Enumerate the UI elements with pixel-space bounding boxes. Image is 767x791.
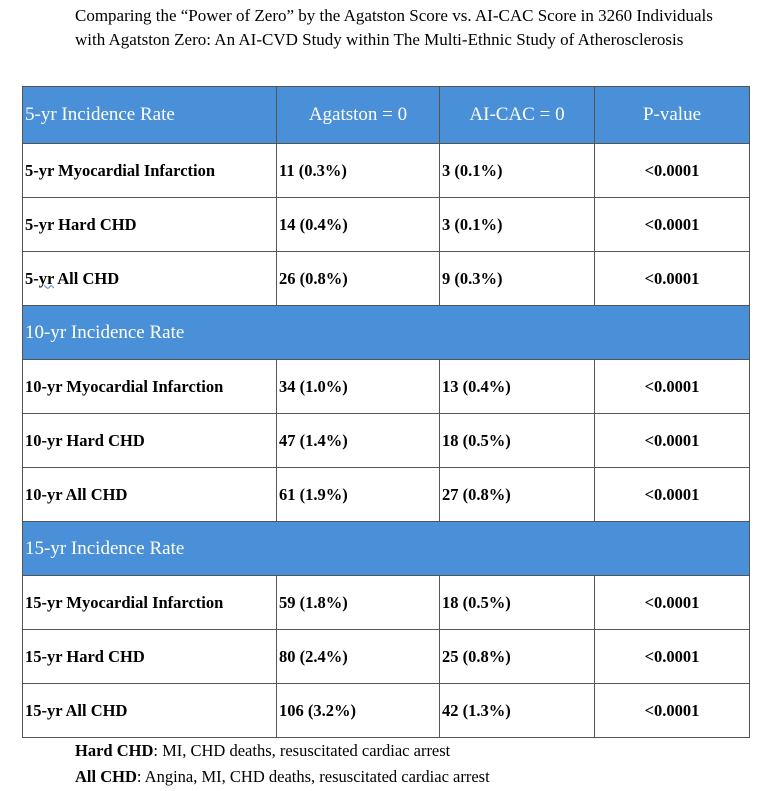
footnotes bbox=[75, 738, 490, 790]
outcome-cell: 15-yr Hard CHD bbox=[23, 630, 277, 684]
table-header-row bbox=[23, 87, 750, 144]
p-value-cell: <0.0001 bbox=[595, 630, 750, 684]
outcome-suffix: All CHD bbox=[54, 268, 120, 288]
outcome-cell: 10-yr Myocardial Infarction bbox=[23, 360, 277, 414]
footnote-definition: : MI, CHD deaths, resuscitated cardiac arrest bbox=[153, 741, 451, 760]
p-value-cell: <0.0001 bbox=[595, 144, 750, 198]
agatston-cell: 80 (2.4%) bbox=[277, 630, 440, 684]
aicac-cell: 3 (0.1%) bbox=[440, 198, 595, 252]
agatston-cell: 59 (1.8%) bbox=[277, 576, 440, 630]
agatston-cell: 11 (0.3%) bbox=[277, 144, 440, 198]
incidence-table bbox=[22, 86, 750, 738]
header-agatston: Agatston = 0 bbox=[277, 87, 440, 144]
header-incidence-rate: 5-yr Incidence Rate bbox=[23, 87, 277, 144]
section-title-15yr: 15-yr Incidence Rate bbox=[23, 522, 750, 576]
table-row bbox=[23, 630, 750, 684]
agatston-cell: 26 (0.8%) bbox=[277, 252, 440, 306]
aicac-cell: 9 (0.3%) bbox=[440, 252, 595, 306]
footnote-all-chd bbox=[75, 764, 490, 790]
section-header-row bbox=[23, 522, 750, 576]
footnote-definition: : Angina, MI, CHD deaths, resuscitated cardiac arrest bbox=[136, 767, 490, 786]
table-row bbox=[23, 198, 750, 252]
agatston-cell: 14 (0.4%) bbox=[277, 198, 440, 252]
outcome-cell: 10-yr All CHD bbox=[23, 468, 277, 522]
table-row bbox=[23, 360, 750, 414]
aicac-cell: 18 (0.5%) bbox=[440, 414, 595, 468]
outcome-cell: 15-yr All CHD bbox=[23, 684, 277, 738]
table-row bbox=[23, 576, 750, 630]
footnote-hard-chd bbox=[75, 738, 490, 764]
outcome-cell bbox=[23, 252, 277, 306]
p-value-cell: <0.0001 bbox=[595, 252, 750, 306]
aicac-cell: 42 (1.3%) bbox=[440, 684, 595, 738]
table-row bbox=[23, 684, 750, 738]
document-title: Comparing the “Power of Zero” by the Agatston Score vs. AI-CAC Score in 3260 Individuals with Agatston Zero: An AI-CVD Study within The Multi-Ethnic Study of Atherosclerosis bbox=[75, 6, 713, 49]
section-header-row bbox=[23, 306, 750, 360]
table-row bbox=[23, 144, 750, 198]
outcome-cell: 5-yr Hard CHD bbox=[23, 198, 277, 252]
outcome-cell: 5-yr Myocardial Infarction bbox=[23, 144, 277, 198]
table-row bbox=[23, 414, 750, 468]
table-row bbox=[23, 252, 750, 306]
aicac-cell: 13 (0.4%) bbox=[440, 360, 595, 414]
p-value-cell: <0.0001 bbox=[595, 468, 750, 522]
spellcheck-underlined-word: yr bbox=[38, 268, 55, 288]
section-title-10yr: 10-yr Incidence Rate bbox=[23, 306, 750, 360]
aicac-cell: 27 (0.8%) bbox=[440, 468, 595, 522]
table-row bbox=[23, 468, 750, 522]
p-value-cell: <0.0001 bbox=[595, 684, 750, 738]
agatston-cell: 34 (1.0%) bbox=[277, 360, 440, 414]
outcome-prefix: 5- bbox=[25, 268, 39, 288]
header-aicac: AI-CAC = 0 bbox=[440, 87, 595, 144]
aicac-cell: 3 (0.1%) bbox=[440, 144, 595, 198]
p-value-cell: <0.0001 bbox=[595, 576, 750, 630]
p-value-cell: <0.0001 bbox=[595, 198, 750, 252]
aicac-cell: 18 (0.5%) bbox=[440, 576, 595, 630]
header-p-value: P-value bbox=[595, 87, 750, 144]
p-value-cell: <0.0001 bbox=[595, 360, 750, 414]
agatston-cell: 106 (3.2%) bbox=[277, 684, 440, 738]
footnote-term: Hard CHD bbox=[75, 741, 154, 760]
aicac-cell: 25 (0.8%) bbox=[440, 630, 595, 684]
p-value-cell: <0.0001 bbox=[595, 414, 750, 468]
agatston-cell: 47 (1.4%) bbox=[277, 414, 440, 468]
footnote-term: All CHD bbox=[75, 767, 137, 786]
outcome-cell: 10-yr Hard CHD bbox=[23, 414, 277, 468]
agatston-cell: 61 (1.9%) bbox=[277, 468, 440, 522]
outcome-cell: 15-yr Myocardial Infarction bbox=[23, 576, 277, 630]
